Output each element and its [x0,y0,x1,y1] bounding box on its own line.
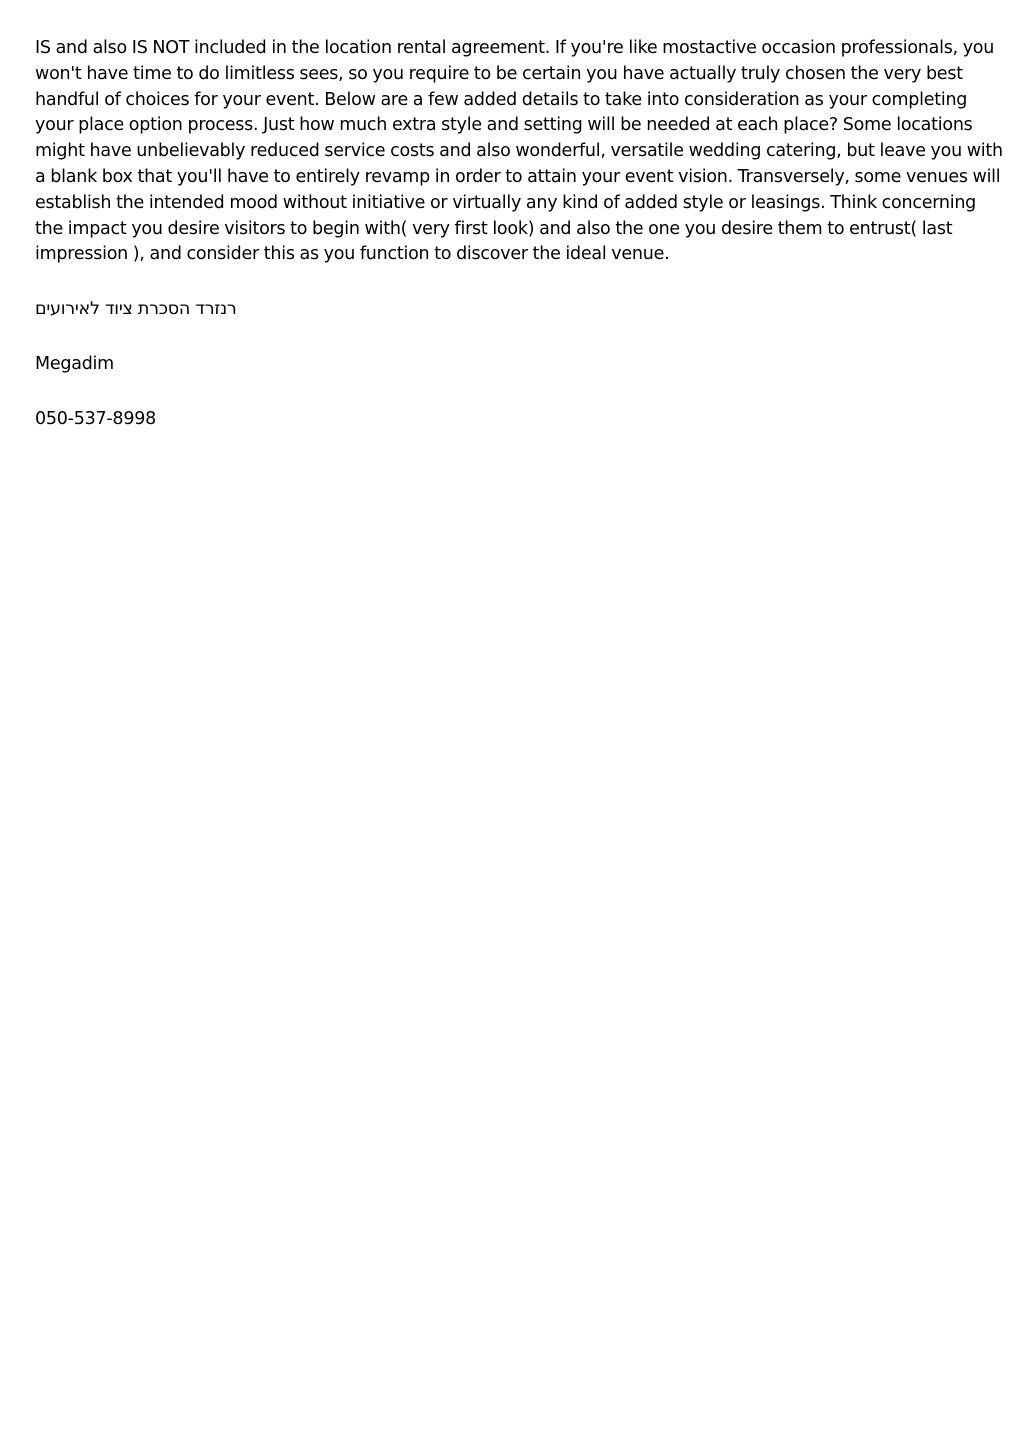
paragraph-line: impression ), and consider this as you function to discover the ideal venue. [35,244,670,265]
paragraph-line: a blank box that you'll have to entirely revamp in order to attain your event vision. Transversely, some venues will [35,166,1001,187]
paragraph-line: might have unbelievably reduced service costs and also wonderful, versatile wedding catering, but leave you with [35,141,1003,162]
paragraph-line: establish the intended mood without initiative or virtually any kind of added style or leasings. Think concerning [35,192,977,213]
paragraph-line: your place option process. Just how much extra style and setting will be needed at each place? Some locations [35,115,973,136]
body-paragraph [35,36,1003,268]
business-name: Megadim [35,353,114,374]
phone-number: 050-537-8998 [35,408,156,429]
hebrew-business-line: רנזרד הסכרת ציוד לאירועים [35,299,237,320]
paragraph-line: IS and also IS NOT included in the location rental agreement. If you're like mostactive occasion professionals, you [35,38,995,58]
paragraph-line: the impact you desire visitors to begin with( very first look) and also the one you desire them to entrust( last [35,218,953,239]
paragraph-line: handful of choices for your event. Below are a few added details to take into consideration as your completing [35,89,968,110]
paragraph-line: won't have time to do limitless sees, so you require to be certain you have actually truly chosen the very best [35,63,963,84]
